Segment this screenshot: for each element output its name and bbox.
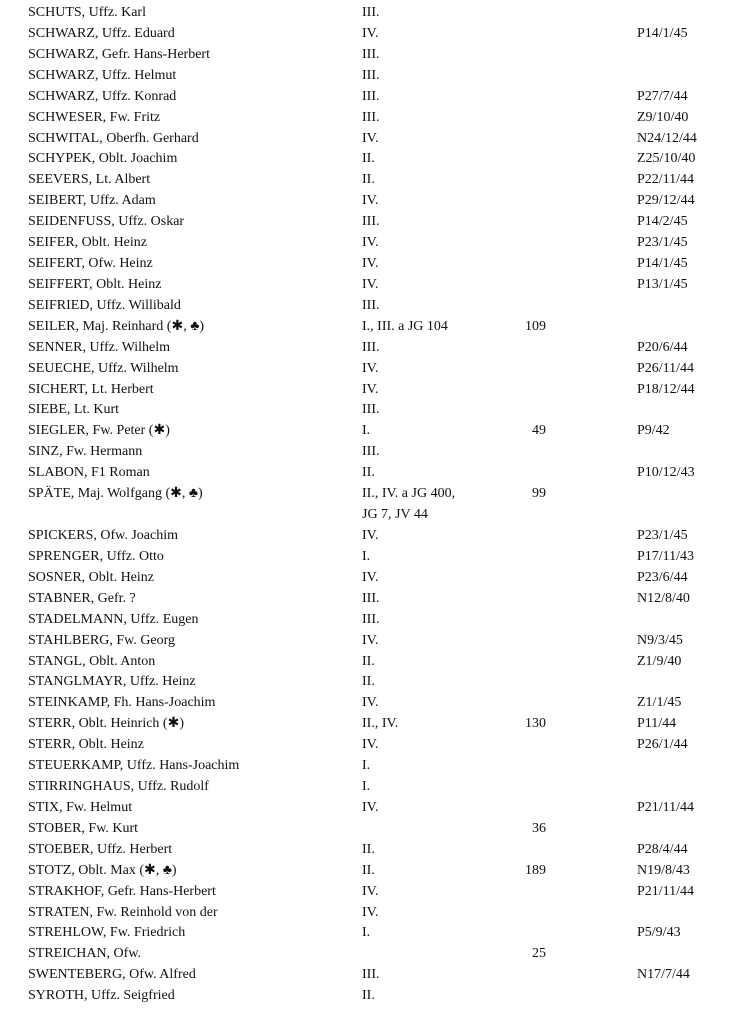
table-row xyxy=(0,338,738,358)
fate-code: N24/12/44 xyxy=(637,130,697,146)
victory-count: 36 xyxy=(532,820,546,836)
pilot-name: SPÄTE, Maj. Wolfgang (✱, ♣) xyxy=(28,486,203,502)
unit-assignment: II. xyxy=(362,674,375,690)
pilot-name: SEIFERT, Ofw. Heinz xyxy=(28,256,153,272)
unit-assignment: IV. xyxy=(362,737,379,753)
table-row xyxy=(0,777,738,797)
pilot-name: SCHWITAL, Oberfh. Gerhard xyxy=(28,130,199,146)
pilot-name: SICHERT, Lt. Herbert xyxy=(28,381,154,397)
pilot-name: SEIBERT, Uffz. Adam xyxy=(28,193,156,209)
table-row xyxy=(0,840,738,860)
table-row xyxy=(0,589,738,609)
table-row xyxy=(0,505,738,525)
table-row xyxy=(0,359,738,379)
unit-assignment: IV. xyxy=(362,130,379,146)
fate-code: P14/1/45 xyxy=(637,256,688,272)
unit-assignment: IV. xyxy=(362,235,379,251)
pilot-name: SCHYPEK, Oblt. Joachim xyxy=(28,151,178,167)
table-row xyxy=(0,191,738,211)
unit-assignment: IV. xyxy=(362,883,379,899)
pilot-name: SEUECHE, Uffz. Wilhelm xyxy=(28,360,179,376)
table-row xyxy=(0,547,738,567)
fate-code: P9/42 xyxy=(637,423,670,439)
unit-assignment: IV. xyxy=(362,695,379,711)
unit-assignment: III. xyxy=(362,402,380,418)
table-row xyxy=(0,965,738,985)
unit-assignment: II. xyxy=(362,841,375,857)
fate-code: P23/1/45 xyxy=(637,235,688,251)
unit-assignment: IV. xyxy=(362,799,379,815)
unit-assignment: II. xyxy=(362,862,375,878)
pilot-name: SCHWARZ, Gefr. Hans-Herbert xyxy=(28,46,210,62)
table-row xyxy=(0,129,738,149)
unit-assignment: III. xyxy=(362,88,380,104)
unit-assignment: III. xyxy=(362,611,380,627)
table-row xyxy=(0,108,738,128)
pilot-name: STERR, Oblt. Heinrich (✱) xyxy=(28,716,184,732)
fate-code: Z9/10/40 xyxy=(637,109,689,125)
pilot-name: STREICHAN, Ofw. xyxy=(28,946,142,962)
victory-count: 109 xyxy=(525,318,546,334)
fate-code: P10/12/43 xyxy=(637,465,695,481)
pilot-name: SPICKERS, Ofw. Joachim xyxy=(28,528,178,543)
victory-count: 189 xyxy=(525,862,546,878)
table-row xyxy=(0,798,738,818)
pilot-name: STRATEN, Fw. Reinhold von der xyxy=(28,904,218,920)
pilot-name: STERR, Oblt. Heinz xyxy=(28,737,144,753)
unit-assignment: IV. xyxy=(362,381,379,397)
fate-code: Z1/9/40 xyxy=(637,653,682,669)
unit-assignment: II. xyxy=(362,653,375,669)
pilot-name: SCHWESER, Fw. Fritz xyxy=(28,109,161,125)
fate-code: P27/7/44 xyxy=(637,88,688,104)
pilot-name: SCHUTS, Uffz. Karl xyxy=(28,5,146,20)
unit-assignment: III. xyxy=(362,214,380,230)
unit-assignment: II. xyxy=(362,988,375,1004)
pilot-name: SIEGLER, Fw. Peter (✱) xyxy=(28,423,170,439)
unit-assignment: IV. xyxy=(362,904,379,920)
unit-assignment: IV. xyxy=(362,193,379,209)
table-row xyxy=(0,3,738,23)
fate-code: P22/11/44 xyxy=(637,172,695,188)
table-row xyxy=(0,212,738,232)
table-row xyxy=(0,652,738,672)
fate-code: P26/1/44 xyxy=(637,737,688,753)
pilot-name: SEILER, Maj. Reinhard (✱, ♣) xyxy=(28,318,205,334)
table-row xyxy=(0,672,738,692)
fate-code: P14/2/45 xyxy=(637,214,688,230)
fate-code: P23/6/44 xyxy=(637,569,688,585)
table-row xyxy=(0,819,738,839)
pilot-name: STADELMANN, Uffz. Eugen xyxy=(28,611,199,627)
unit-assignment: III. xyxy=(362,5,380,20)
unit-assignment: II., IV. a JG 400, xyxy=(362,486,456,502)
fate-code: N9/3/45 xyxy=(637,632,683,648)
victory-count: 130 xyxy=(525,716,546,732)
fate-code: N17/7/44 xyxy=(637,967,690,983)
pilot-name: STOEBER, Uffz. Herbert xyxy=(28,841,173,857)
table-row xyxy=(0,87,738,107)
unit-assignment: IV. xyxy=(362,256,379,272)
unit-assignment: III. xyxy=(362,444,380,460)
table-row xyxy=(0,882,738,902)
unit-assignment: I. xyxy=(362,758,371,774)
pilot-name: STIX, Fw. Helmut xyxy=(28,799,133,815)
table-row xyxy=(0,421,738,441)
pilot-name: SWENTEBERG, Ofw. Alfred xyxy=(28,967,196,983)
unit-assignment: IV. xyxy=(362,528,379,543)
table-row xyxy=(0,45,738,65)
pilot-name: STOTZ, Oblt. Max (✱, ♣) xyxy=(28,862,177,878)
table-row xyxy=(0,714,738,734)
fate-code: P23/1/45 xyxy=(637,528,688,543)
table-row xyxy=(0,233,738,253)
unit-assignment: III. xyxy=(362,339,380,355)
pilot-name: STIRRINGHAUS, Uffz. Rudolf xyxy=(28,779,209,795)
unit-assignment: I. xyxy=(362,548,371,564)
pilot-name: SEIDENFUSS, Uffz. Oskar xyxy=(28,214,185,230)
unit-assignment: III. xyxy=(362,46,380,62)
pilot-name: SENNER, Uffz. Wilhelm xyxy=(28,339,171,355)
pilot-name: STABNER, Gefr. ? xyxy=(28,590,136,606)
victory-count: 99 xyxy=(532,486,546,502)
fate-code: P21/11/44 xyxy=(637,799,695,815)
fate-code: P26/11/44 xyxy=(637,360,695,376)
table-row xyxy=(0,735,738,755)
table-row xyxy=(0,568,738,588)
fate-code: P29/12/44 xyxy=(637,193,695,209)
unit-assignment: II., IV. xyxy=(362,716,399,732)
unit-assignment: IV. xyxy=(362,632,379,648)
pilot-name: SINZ, Fw. Hermann xyxy=(28,444,143,460)
table-row xyxy=(0,610,738,630)
unit-assignment: II. xyxy=(362,151,375,167)
pilot-name: SEIFFERT, Oblt. Heinz xyxy=(28,276,162,292)
pilot-name: SCHWARZ, Uffz. Helmut xyxy=(28,67,177,83)
pilot-name: STRAKHOF, Gefr. Hans-Herbert xyxy=(28,883,216,899)
fate-code: P5/9/43 xyxy=(637,925,681,941)
table-row xyxy=(0,400,738,420)
pilot-name: SEIFER, Oblt. Heinz xyxy=(28,235,147,251)
pilot-name: STAHLBERG, Fw. Georg xyxy=(28,632,176,648)
unit-assignment: III. xyxy=(362,967,380,983)
fate-code: N19/8/43 xyxy=(637,862,690,878)
unit-assignment: JG 7, JV 44 xyxy=(362,507,428,523)
table-row xyxy=(0,317,738,337)
unit-assignment: IV. xyxy=(362,360,379,376)
table-row xyxy=(0,756,738,776)
fate-code: P11/44 xyxy=(637,716,677,732)
table-row xyxy=(0,442,738,462)
table-row xyxy=(0,380,738,400)
unit-assignment: I. xyxy=(362,423,371,439)
fate-code: P14/1/45 xyxy=(637,25,688,41)
pilot-name: SCHWARZ, Uffz. Eduard xyxy=(28,25,175,41)
unit-assignment: II. xyxy=(362,172,375,188)
table-row xyxy=(0,170,738,190)
pilot-name: SLABON, F1 Roman xyxy=(28,465,150,481)
table-row xyxy=(0,944,738,964)
fate-code: P17/11/43 xyxy=(637,548,695,564)
unit-assignment: I. xyxy=(362,925,371,941)
unit-assignment: IV. xyxy=(362,25,379,41)
table-row xyxy=(0,526,738,546)
pilot-name: STEINKAMP, Fh. Hans-Joachim xyxy=(28,695,216,711)
table-row xyxy=(0,986,738,1006)
table-row xyxy=(0,463,738,483)
pilot-name: STEUERKAMP, Uffz. Hans-Joachim xyxy=(28,758,240,774)
pilot-name: SOSNER, Oblt. Heinz xyxy=(28,569,154,585)
fate-code: N12/8/40 xyxy=(637,590,690,606)
victory-count: 49 xyxy=(532,423,546,439)
table-row xyxy=(0,24,738,44)
fate-code: Z1/1/45 xyxy=(637,695,682,711)
pilot-name: STANGL, Oblt. Anton xyxy=(28,653,156,669)
unit-assignment: IV. xyxy=(362,569,379,585)
table-row xyxy=(0,66,738,86)
table-row xyxy=(0,861,738,881)
fate-code: P21/11/44 xyxy=(637,883,695,899)
unit-assignment: III. xyxy=(362,67,380,83)
pilot-name: SPRENGER, Uffz. Otto xyxy=(28,548,164,564)
table-row xyxy=(0,693,738,713)
table-row xyxy=(0,903,738,923)
unit-assignment: III. xyxy=(362,109,380,125)
table-row xyxy=(0,275,738,295)
pilot-name: SCHWARZ, Uffz. Konrad xyxy=(28,88,177,104)
table-row xyxy=(0,631,738,651)
unit-assignment: II. xyxy=(362,465,375,481)
pilot-name: SIEBE, Lt. Kurt xyxy=(28,402,119,418)
unit-assignment: I. xyxy=(362,779,371,795)
fate-code: P28/4/44 xyxy=(637,841,688,857)
pilot-name: STOBER, Fw. Kurt xyxy=(28,820,139,836)
unit-assignment: III. xyxy=(362,297,380,313)
pilot-name: STANGLMAYR, Uffz. Heinz xyxy=(28,674,196,690)
pilot-name: SEIFRIED, Uffz. Willibald xyxy=(28,297,181,313)
fate-code: P18/12/44 xyxy=(637,381,695,397)
table-row xyxy=(0,923,738,943)
table-row xyxy=(0,149,738,169)
unit-assignment: I., III. a JG 104 xyxy=(362,318,448,334)
unit-assignment: III. xyxy=(362,590,380,606)
unit-assignment: IV. xyxy=(362,276,379,292)
pilot-name: STREHLOW, Fw. Friedrich xyxy=(28,925,186,941)
pilot-name: SEEVERS, Lt. Albert xyxy=(28,172,151,188)
fate-code: P13/1/45 xyxy=(637,276,688,292)
table-row xyxy=(0,254,738,274)
fate-code: Z25/10/40 xyxy=(637,151,696,167)
pilot-name: SYROTH, Uffz. Seigfried xyxy=(28,988,175,1004)
table-row xyxy=(0,484,738,504)
fate-code: P20/6/44 xyxy=(637,339,688,355)
victory-count: 25 xyxy=(532,946,546,962)
table-row xyxy=(0,296,738,316)
